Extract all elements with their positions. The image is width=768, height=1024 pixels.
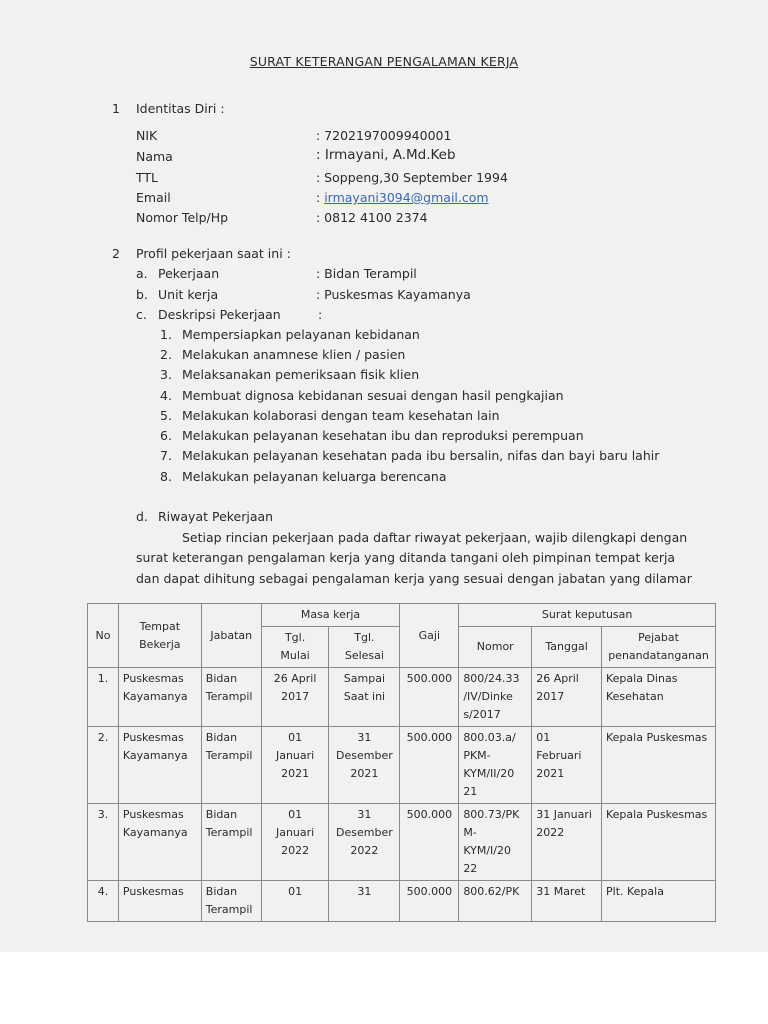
item-label-riwayat: Riwayat Pekerjaan — [158, 509, 274, 524]
header-tgl-mulai: Tgl. Mulai — [261, 627, 329, 668]
cell-tanggal: 01 Februari 2021 — [532, 727, 602, 804]
header-tgl-selesai: Tgl. Selesai — [329, 627, 400, 668]
section1-number: 1 — [112, 101, 120, 116]
cell-tanggal: 26 April 2017 — [532, 668, 602, 727]
item-value-deskripsi: : — [318, 307, 323, 322]
cell-selesai: 31 Desember 2022 — [329, 804, 400, 881]
section2-heading: Profil pekerjaan saat ini : — [136, 246, 291, 261]
duty-text: Melakukan kolaborasi dengan team kesehatan lain — [182, 408, 500, 423]
cell-mulai: 01 — [261, 881, 329, 922]
duty-text: Melakukan pelayanan keluarga berencana — [182, 469, 447, 484]
cell-tempat: Puskesmas Kayamanya — [118, 804, 201, 881]
cell-nomor: 800.62/PK — [459, 881, 532, 922]
cell-nomor: 800.73/PK M- KYM/I/20 22 — [459, 804, 532, 881]
field-value-ttl: : Soppeng,30 September 1994 — [316, 170, 508, 185]
table-row — [88, 881, 716, 922]
field-value-email — [316, 190, 489, 205]
duty-number: 3. — [160, 367, 172, 382]
cell-gaji: 500.000 — [400, 727, 459, 804]
table-header-row — [88, 604, 716, 627]
item-label-deskripsi: Deskripsi Pekerjaan — [158, 307, 281, 322]
cell-jabatan: Bidan Terampil — [201, 727, 261, 804]
cell-pejabat: Kepala Puskesmas — [602, 804, 716, 881]
cell-pejabat: Plt. Kepala — [602, 881, 716, 922]
duty-text: Melakukan pelayanan kesehatan pada ibu bersalin, nifas dan bayi baru lahir — [182, 448, 660, 463]
cell-selesai: 31 — [329, 881, 400, 922]
history-paragraph-line: surat keterangan pengalaman kerja yang ditanda tangani oleh pimpinan tempat kerja — [136, 550, 676, 565]
item-value-pekerjaan: : Bidan Terampil — [316, 266, 417, 281]
field-label-phone: Nomor Telp/Hp — [136, 210, 229, 225]
cell-tanggal: 31 Maret — [532, 881, 602, 922]
duty-number: 7. — [160, 448, 172, 463]
header-pejabat: Pejabat penandatanganan — [602, 627, 716, 668]
cell-jabatan: Bidan Terampil — [201, 804, 261, 881]
duty-text: Membuat dignosa kebidanan sesuai dengan hasil pengkajian — [182, 388, 564, 403]
table-row — [88, 804, 716, 881]
header-tanggal: Tanggal — [532, 627, 602, 668]
duty-text: Melakukan anamnese klien / pasien — [182, 347, 406, 362]
duty-number: 4. — [160, 388, 172, 403]
header-masa-kerja: Masa kerja — [261, 604, 400, 627]
cell-tempat: Puskesmas — [118, 881, 201, 922]
duty-number: 2. — [160, 347, 172, 362]
header-surat-keputusan: Surat keputusan — [459, 604, 716, 627]
history-paragraph-line: dan dapat dihitung sebagai pengalaman kerja yang sesuai dengan jabatan yang dilamar — [136, 571, 692, 586]
duty-text: Melakukan pelayanan kesehatan ibu dan reproduksi perempuan — [182, 428, 584, 443]
cell-no: 1. — [88, 668, 119, 727]
section1-heading: Identitas Diri : — [136, 101, 225, 116]
item-letter-c: c. — [136, 307, 147, 322]
field-value-nik: : 7202197009940001 — [316, 128, 452, 143]
duty-number: 8. — [160, 469, 172, 484]
history-paragraph-line: Setiap rincian pekerjaan pada daftar riwayat pekerjaan, wajib dilengkapi dengan — [182, 530, 688, 545]
document-title: SURAT KETERANGAN PENGALAMAN KERJA — [249, 54, 519, 69]
cell-no: 2. — [88, 727, 119, 804]
cell-mulai: 01 Januari 2021 — [261, 727, 329, 804]
item-label-pekerjaan: Pekerjaan — [158, 266, 220, 281]
cell-tempat: Puskesmas Kayamanya — [118, 668, 201, 727]
header-jabatan: Jabatan — [201, 604, 261, 668]
email-link[interactable]: irmayani3094@gmail.com — [324, 190, 489, 205]
field-value-nama: : Irmayani, A.Md.Keb — [316, 147, 456, 163]
field-label-email: Email — [136, 190, 171, 205]
cell-no: 3. — [88, 804, 119, 881]
cell-jabatan: Bidan Terampil — [201, 881, 261, 922]
item-letter-d: d. — [136, 509, 148, 524]
cell-no: 4. — [88, 881, 119, 922]
cell-tempat: Puskesmas Kayamanya — [118, 727, 201, 804]
duty-number: 5. — [160, 408, 172, 423]
cell-pejabat: Kepala Dinas Kesehatan — [602, 668, 716, 727]
cell-mulai: 01 Januari 2022 — [261, 804, 329, 881]
item-letter-a: a. — [136, 266, 148, 281]
email-colon: : — [316, 190, 325, 205]
item-label-unit-kerja: Unit kerja — [158, 287, 219, 302]
field-label-ttl: TTL — [136, 170, 159, 185]
cell-gaji: 500.000 — [400, 668, 459, 727]
header-tempat: Tempat Bekerja — [118, 604, 201, 668]
cell-nomor: 800/24.33 /IV/Dinke s/2017 — [459, 668, 532, 727]
cell-nomor: 800.03.a/ PKM- KYM/II/20 21 — [459, 727, 532, 804]
duty-text: Melaksanakan pemeriksaan fisik klien — [182, 367, 420, 382]
item-letter-b: b. — [136, 287, 148, 302]
cell-selesai: Sampai Saat ini — [329, 668, 400, 727]
cell-mulai: 26 April 2017 — [261, 668, 329, 727]
table-body — [88, 668, 716, 922]
header-gaji: Gaji — [400, 604, 459, 668]
work-history-table — [87, 603, 716, 922]
table-row — [88, 668, 716, 727]
field-value-phone: : 0812 4100 2374 — [316, 210, 428, 225]
cell-tanggal: 31 Januari 2022 — [532, 804, 602, 881]
cell-jabatan: Bidan Terampil — [201, 668, 261, 727]
field-label-nik: NIK — [136, 128, 158, 143]
cell-selesai: 31 Desember 2021 — [329, 727, 400, 804]
field-label-nama: Nama — [136, 149, 173, 164]
header-no: No — [88, 604, 119, 668]
item-value-unit-kerja: : Puskesmas Kayamanya — [316, 287, 471, 302]
duty-number: 1. — [160, 327, 172, 342]
duty-text: Mempersiapkan pelayanan kebidanan — [182, 327, 420, 342]
cell-gaji: 500.000 — [400, 804, 459, 881]
cell-pejabat: Kepala Puskesmas — [602, 727, 716, 804]
section2-number: 2 — [112, 246, 120, 261]
duty-number: 6. — [160, 428, 172, 443]
cell-gaji: 500.000 — [400, 881, 459, 922]
table-row — [88, 727, 716, 804]
header-nomor: Nomor — [459, 627, 532, 668]
